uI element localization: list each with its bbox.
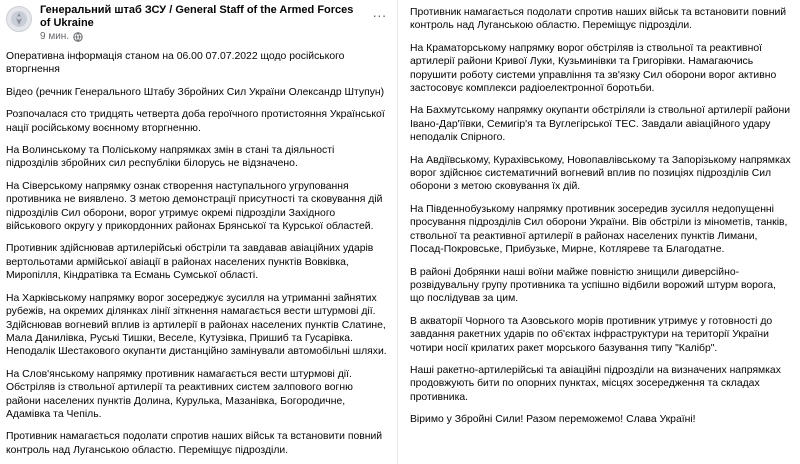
globe-icon: [73, 32, 83, 42]
post-meta: [40, 31, 364, 42]
post-body-left: [0, 50, 397, 457]
post-paragraph: На Бахмутському напрямку окупанти обстріляли із ствольної артилерії райони Івано-Дар'їївки, Семигір'я та Вуглегірської ТЕС. Завдали авіаційного удару неподалік Спірного.: [410, 105, 791, 144]
post-paragraph: На Сіверському напрямку ознак створення наступального угруповання противника не виявлено. З метою демонстрації присутності та сковування дій підрозділів Сил оборони, ворог утримує окремі підрозділи Західного військового округу у прикордонних районах Брянської та Курської областей.: [6, 180, 383, 233]
post-timestamp[interactable]: 9 мин.: [40, 31, 70, 42]
post-paragraph: На Харківському напрямку ворог зосереджує зусилля на утриманні зайнятих рубежів, на окремих ділянках лінії зіткнення намагається вести штурмові дії. Здійснював вогневий вплив із артилерії в районах населених пунктів Слатине, Мала Данилівка, Руські Тишки, Веселе, Кутузівка, Пришиб та Гусарівка. Неподалік Шестакового окупанти дистанційно замінували автомобільні шляхи.: [6, 292, 387, 358]
post-paragraph: На Краматорському напрямку ворог обстріляв із ствольної та реактивної артилерії райони Кривої Луки, Кузьминівки та Григорівки. Намагаючись порушити роботу системи управління та зв'язку Сил оборони ворог активно застосовує комплекси радіоелектронної боротьби.: [410, 42, 777, 95]
post-paragraph: Віримо у Збройні Сили! Разом переможемо! Слава Україні!: [410, 414, 696, 426]
post-column-left: [0, 0, 397, 464]
post-paragraph: Відео (речник Генерального Штабу Збройних Сил України Олександр Штупун): [6, 86, 385, 98]
post-column-right: [397, 0, 800, 464]
post-paragraph: Розпочалася сто тридцять четверта доба героїчного протистояння Української нації російському воєнному вторгненню.: [6, 109, 385, 134]
post-paragraph: Противник намагається подолати спротив наших військ та встановити повний контроль над Луганською областю. Переміщує підрозділи.: [6, 431, 383, 456]
post-header-text: [40, 4, 364, 42]
post-paragraph: На Авдіївському, Курахівському, Новопавлівському та Запорізькому напрямках ворог здійснює систематичний вогневий вплив по позиціях підрозділів Сил оборони з метою сковування їх дій.: [410, 154, 791, 193]
post-header: [0, 0, 397, 50]
more-options-button[interactable]: [370, 4, 389, 26]
post-paragraph: На Слов'янському напрямку противник намагається вести штурмові дії. Обстріляв із ствольної артилерії та реактивних систем залпового вогню райони населених пунктів Долина, Курулька, Мазанівка, Богородичне, Адамівка та Чепіль.: [6, 368, 353, 420]
emblem-icon: [10, 10, 28, 28]
post-paragraph: На Південнобузькому напрямку противник зосередив зусилля недопущенні просування підрозділів Сил оборони України. Вів обстріли із мінометів, танків, ствольної та реактивної артилерії в районах населених пунктів Лимани, Посад-Покровське, Прибузьке, Мирне, Котляреве та Благодатне.: [410, 203, 788, 256]
page-name-link[interactable]: Генеральний штаб ЗСУ / General Staff of the Armed Forces of Ukraine: [40, 4, 354, 29]
post-paragraph: На Волинському та Поліському напрямках змін в стані та діяльності підрозділів збройних сил республіки білорусь не відзначено.: [6, 145, 335, 170]
more-horizontal-icon: ···: [372, 7, 387, 23]
post-paragraph: Противник намагається подолати спротив наших військ та встановити повний контроль над Луганською областю. Переміщує підрозділи.: [410, 7, 787, 32]
post-body-right: [398, 0, 800, 427]
post-paragraph: Оперативна інформація станом на 06.00 07.07.2022 щодо російського вторгнення: [6, 51, 345, 76]
post-paragraph: Наші ракетно-артилерійські та авіаційні підрозділи на визначених напрямках продовжують бити по опорних пунктах, місцях зосередження та складах противника.: [410, 364, 781, 403]
post-paragraph: Противник здійснював артилерійські обстріли та завдавав авіаційних ударів вертольотами армійської авіації в районах населених пунктів Вовківка, Миропілля, Кіндратівка та Есмань Сумської області.: [6, 243, 374, 282]
post-paragraph: В районі Добрянки наші воїни майже повністю знищили диверсійно-розвідувальну групу противника та успішно відбили ворожий штурм ворога, що послідував за цим.: [410, 266, 776, 305]
page-avatar[interactable]: [6, 6, 32, 32]
post-paragraph: В акваторії Чорного та Азовського морів противник утримує у готовності до завдання ракетних ударів по об'єктах інфраструктури на території України чотири носії крилатих ракет морського базування типу "Калібр".: [410, 315, 773, 354]
